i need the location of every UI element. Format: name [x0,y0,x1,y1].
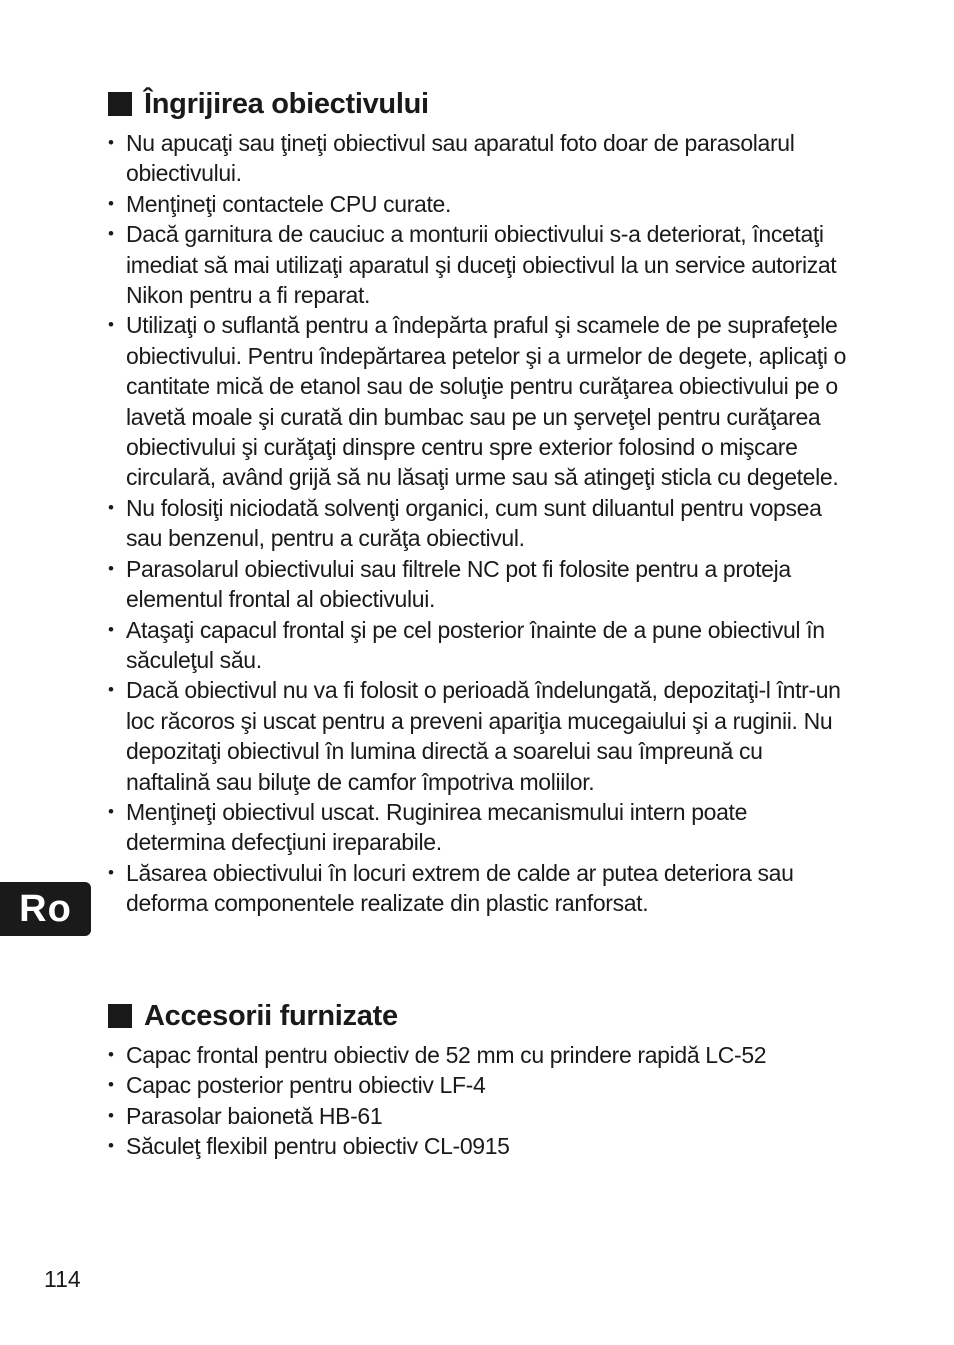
lens-care-section [108,84,848,919]
list-item: • Parasolarul obiectivului sau filtrele NC pot fi folosite pentru a proteja elementul frontal al obiectivului. [108,554,848,615]
list-item: • Ataşaţi capacul frontal şi pe cel posterior înainte de a pune obiectivul în săculeţul său. [108,615,848,676]
accessories-title: Accesorii furnizate [144,999,398,1032]
list-item: • Săculeţ flexibil pentru obiectiv CL-0915 [108,1131,848,1161]
list-item: • Parasolar baionetă HB-61 [108,1101,848,1131]
list-item: • Capac frontal pentru obiectiv de 52 mm cu prindere rapidă LC-52 [108,1040,848,1070]
list-item: • Menţineţi contactele CPU curate. [108,189,848,219]
list-item: • Dacă obiectivul nu va fi folosit o perioadă îndelungată, depozitaţi-l într-un loc răcoros şi uscat pentru a preveni apariţia mucegaiului şi a ruginii. Nu depozitaţi obiectivul în lumina directă a soarelui sau împreună cu naftalină sau biluţe de camfor împotriva moliilor. [108,675,848,797]
list-item: • Utilizaţi o suflantă pentru a îndepărta praful şi scamele de pe suprafeţele obiectivului. Pentru îndepărtarea petelor şi a urmelor de degete, aplicaţi o cantitate mică de etanol sau de soluţie pentru curăţarea obiectivului pe o lavetă moale şi curată din bumbac sau pe un şerveţel pentru curăţarea obiectivului şi curăţaţi dinspre centru spre exterior folosind o mişcare circulară, având grijă să nu lăsaţi urme sau să atingeţi sticla cu degetele. [108,310,848,492]
lens-care-list [108,128,848,919]
supplied-accessories-section [108,996,848,1162]
language-tab-label: Ro [19,887,72,930]
list-item: • Lăsarea obiectivului în locuri extrem de calde ar putea deteriora sau deforma componentele realizate din plastic ranforsat. [108,858,848,919]
list-item: • Menţineţi obiectivul uscat. Ruginirea mecanismului intern poate determina defecţiuni ireparabile. [108,797,848,858]
heading-square-icon [108,1004,132,1028]
accessories-heading [108,996,848,1036]
page-number: 114 [44,1266,81,1292]
lens-care-heading [108,84,848,124]
language-tab [0,882,91,936]
lens-care-title: Îngrijirea obiectivului [144,87,429,120]
list-item: • Nu folosiţi niciodată solvenţi organici, cum sunt diluantul pentru vopsea sau benzenul, pentru a curăţa obiectivul. [108,493,848,554]
heading-square-icon [108,92,132,116]
list-item: • Nu apucaţi sau ţineţi obiectivul sau aparatul foto doar de parasolarul obiectivului. [108,128,848,189]
accessories-list [108,1040,848,1162]
list-item: • Dacă garnitura de cauciuc a monturii obiectivului s-a deteriorat, încetaţi imediat să mai utilizaţi aparatul şi duceţi obiectivul la un service autorizat Nikon pentru a fi reparat. [108,219,848,310]
list-item: • Capac posterior pentru obiectiv LF-4 [108,1070,848,1100]
